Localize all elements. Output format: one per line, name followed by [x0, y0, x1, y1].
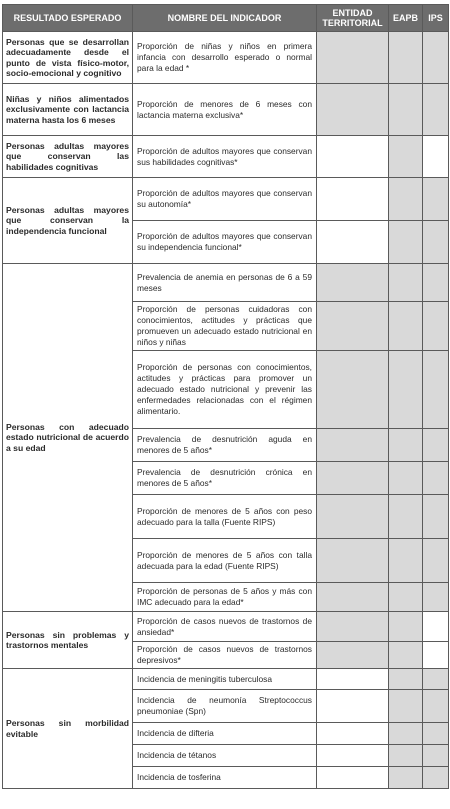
indicator-cell: Proporción de personas con conocimientos, actitudes y prácticas para promover un adecuado estado nutricional y prevenir las enfermedades relacionadas con el régimen alimentario. [133, 351, 317, 429]
entidad-cell [317, 32, 389, 84]
eapb-cell [389, 136, 423, 178]
indicator-cell: Incidencia de meningitis tuberculosa [133, 669, 317, 690]
eapb-cell [389, 642, 423, 669]
eapb-cell [389, 32, 423, 84]
entidad-cell [317, 264, 389, 302]
eapb-cell [389, 178, 423, 221]
ips-cell [423, 612, 449, 642]
indicator-cell: Incidencia de difteria [133, 723, 317, 745]
indicator-cell: Proporción de personas de 5 años y más con IMC adecuado para la edad* [133, 583, 317, 612]
entidad-cell [317, 351, 389, 429]
eapb-cell [389, 462, 423, 495]
header-entidad: ENTIDAD TERRITORIAL [317, 5, 389, 32]
entidad-cell [317, 745, 389, 767]
indicator-cell: Incidencia de tosferina [133, 767, 317, 789]
eapb-cell [389, 302, 423, 351]
ips-cell [423, 264, 449, 302]
eapb-cell [389, 84, 423, 136]
entidad-cell [317, 462, 389, 495]
result-cell: Personas que se desarrollan adecuadamente desde el punto de vista físico-motor, socio-emocional y cognitivo [3, 32, 133, 84]
indicator-cell: Prevalencia de anemia en personas de 6 a 59 meses [133, 264, 317, 302]
indicator-cell: Proporción de menores de 5 años con talla adecuada para la edad (Fuente RIPS) [133, 539, 317, 583]
ips-cell [423, 745, 449, 767]
ips-cell [423, 462, 449, 495]
eapb-cell [389, 583, 423, 612]
ips-cell [423, 690, 449, 723]
ips-cell [423, 495, 449, 539]
eapb-cell [389, 690, 423, 723]
entidad-cell [317, 84, 389, 136]
eapb-cell [389, 612, 423, 642]
entidad-cell [317, 669, 389, 690]
eapb-cell [389, 429, 423, 462]
ips-cell [423, 767, 449, 789]
result-cell: Personas adultas mayores que conservan las habilidades cognitivas [3, 136, 133, 178]
eapb-cell [389, 264, 423, 302]
eapb-cell [389, 723, 423, 745]
header-resultado: RESULTADO ESPERADO [3, 5, 133, 32]
ips-cell [423, 302, 449, 351]
ips-cell [423, 32, 449, 84]
result-cell: Personas sin problemas y trastornos mentales [3, 612, 133, 669]
indicator-cell: Proporción de adultos mayores que conservan sus habilidades cognitivas* [133, 136, 317, 178]
ips-cell [423, 221, 449, 264]
result-cell: Personas con adecuado estado nutricional de acuerdo a su edad [3, 264, 133, 612]
eapb-cell [389, 351, 423, 429]
entidad-cell [317, 583, 389, 612]
entidad-cell [317, 612, 389, 642]
ips-cell [423, 84, 449, 136]
table-row [3, 612, 449, 642]
table-row [3, 669, 449, 690]
eapb-cell [389, 221, 423, 264]
eapb-cell [389, 745, 423, 767]
indicator-cell: Prevalencia de desnutrición aguda en menores de 5 años* [133, 429, 317, 462]
header-indicador: NOMBRE DEL INDICADOR [133, 5, 317, 32]
indicator-cell: Incidencia de tétanos [133, 745, 317, 767]
indicators-table [2, 4, 449, 789]
entidad-cell [317, 495, 389, 539]
entidad-cell [317, 178, 389, 221]
header-eapb: EAPB [389, 5, 423, 32]
entidad-cell [317, 723, 389, 745]
entidad-cell [317, 642, 389, 669]
ips-cell [423, 669, 449, 690]
indicator-cell: Incidencia de neumonía Streptococcus pneumoniae (Spn) [133, 690, 317, 723]
result-cell: Personas sin morbilidad evitable [3, 669, 133, 789]
eapb-cell [389, 495, 423, 539]
indicator-cell: Proporción de casos nuevos de trastornos de ansiedad* [133, 612, 317, 642]
indicator-cell: Proporción de niñas y niños en primera infancia con desarrollo esperado o normal para la edad * [133, 32, 317, 84]
entidad-cell [317, 767, 389, 789]
entidad-cell [317, 136, 389, 178]
ips-cell [423, 583, 449, 612]
eapb-cell [389, 539, 423, 583]
result-cell: Personas adultas mayores que conservan la independencia funcional [3, 178, 133, 264]
header-row [3, 5, 449, 32]
eapb-cell [389, 767, 423, 789]
ips-cell [423, 429, 449, 462]
entidad-cell [317, 539, 389, 583]
indicator-cell: Proporción de menores de 6 meses con lactancia materna exclusiva* [133, 84, 317, 136]
indicator-cell: Prevalencia de desnutrición crónica en menores de 5 años* [133, 462, 317, 495]
table-row [3, 178, 449, 221]
ips-cell [423, 136, 449, 178]
indicator-cell: Proporción de adultos mayores que conservan su independencia funcional* [133, 221, 317, 264]
table-row [3, 264, 449, 302]
table-row [3, 136, 449, 178]
ips-cell [423, 539, 449, 583]
ips-cell [423, 178, 449, 221]
ips-cell [423, 723, 449, 745]
eapb-cell [389, 669, 423, 690]
ips-cell [423, 351, 449, 429]
table-row [3, 84, 449, 136]
indicator-cell: Proporción de adultos mayores que conservan su autonomía* [133, 178, 317, 221]
ips-cell [423, 642, 449, 669]
indicator-cell: Proporción de menores de 5 años con peso adecuado para la talla (Fuente RIPS) [133, 495, 317, 539]
header-ips: IPS [423, 5, 449, 32]
indicator-cell: Proporción de casos nuevos de trastornos depresivos* [133, 642, 317, 669]
result-cell: Niñas y niños alimentados exclusivamente con lactancia materna hasta los 6 meses [3, 84, 133, 136]
table-row [3, 32, 449, 84]
entidad-cell [317, 302, 389, 351]
indicator-cell: Proporción de personas cuidadoras con conocimientos, actitudes y prácticas que promueven un adecuado estado nutricional en niños y niñas [133, 302, 317, 351]
entidad-cell [317, 221, 389, 264]
entidad-cell [317, 690, 389, 723]
entidad-cell [317, 429, 389, 462]
